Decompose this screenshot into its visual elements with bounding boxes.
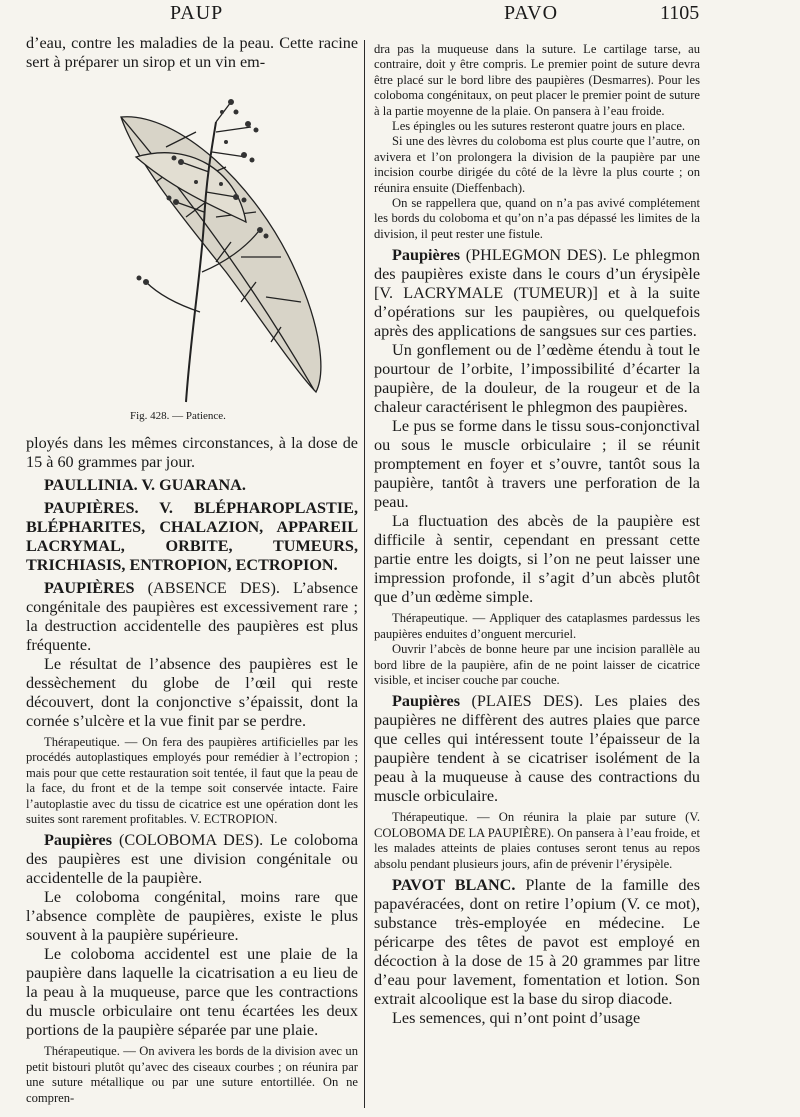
coloboma-headword: Paupières: [44, 831, 113, 850]
entry-coloboma: [26, 831, 358, 888]
phlegmon-stars-2: Le pus se forme dans le tissu sous-conjonctival ou sous le muscle orbiculaire ; il se réunit promptement en foyer et s’ouvre, tantôt sous la paupière, tantôt à travers une perforation de la peau.: [374, 417, 700, 512]
right-column: [374, 42, 700, 1028]
absence-stars-paragraph: Le résultat de l’absence des paupières est le dessèchement du globe de l’œil qui reste découvert, dont la conjonctive s’épaissit, dont la cornée s’ulcère et la vue finit par se perdre.: [26, 655, 358, 730]
coloboma-title: (COLOBOMA DES).: [119, 831, 264, 850]
coloboma-therapeutique: Thérapeutique. — On avivera les bords de la division avec un petit bistouri plutôt qu’avec des ciseaux courbes ; on réunira par une suture métallique ou par une suture entortillée. On ne compren-: [26, 1044, 358, 1105]
phlegmon-ouvrir: Ouvrir l’abcès de bonne heure par une incision parallèle au bord libre de la paupière, afin de ne point laisser de cicatrice visible, et inciser couche par couche.: [374, 642, 700, 687]
phlegmon-therapeutique: Thérapeutique. — Appliquer des cataplasmes pardessus les paupières enduites d’onguent mercuriel.: [374, 611, 700, 641]
entry-plaies: [374, 692, 700, 806]
coloboma-stars-2: Le coloboma accidentel est une plaie de la paupière dans laquelle la cicatrisation a eu lieu de la peau à la muqueuse, parce que les contractions du muscle orbiculaire ont tenu écartées les deux portions de la paupière séparée par une plaie.: [26, 945, 358, 1040]
paupieres-ref-text: PAUPIÈRES. V. BLÉPHAROPLASTIE, BLÉPHARITES, CHALAZION, APPAREIL LACRYMAL, ORBITE, TUMEURS, TRICHIASIS, ENTROPION, ECTROPION.: [26, 499, 358, 574]
coloboma-continued: dra pas la muqueuse dans la suture. Le cartilage tarse, au contraire, doit y être compris. Le premier point de suture devra être placé sur le bord libre des paupières (Desmarres). Pour les coloboma congénitaux, on peut placer le premier point de suture à la partie moyenne de la plaie. On pansera à l’eau froide.: [374, 42, 700, 118]
absence-title: (ABSENCE DES).: [147, 579, 280, 597]
after-figure-paragraph: ployés dans les mêmes circonstances, à la dose de 15 à 60 grammes par jour.: [26, 434, 358, 471]
left-column: [26, 34, 358, 1106]
phlegmon-text: Le phlegmon des paupières existe dans le cours d’un érysipèle [V. LACRYMALE (TUMEUR)] et à la suite d’opérations sur les paupières, ou quelquefois après des applications de sangsues sur ces parties.: [374, 246, 701, 341]
absence-therapeutique: Thérapeutique. — On fera des paupières artificielles par les procédés autoplastiques employés pour remédier à l’ectropion ; mais pour que cette restauration soit tentée, il faut que la peau de la face, du front et de la tempe soit conservée intacte. Faire l’autoplastie avec du tissu de cicatrice est une opération dont les suites sont rarement profitables. V. ECTROPION.: [26, 735, 358, 827]
entry-paullinia: PAULLINIA. V. GUARANA.: [44, 476, 246, 494]
plaies-text: Les plaies des paupières ne diffèrent des autres plaies que parce que celles qui intéressent toute l’épaisseur de la paupière tendent à se cicatriser isolément de la peau à la muqueuse à cause des contractions du muscle orbiculaire.: [374, 692, 700, 806]
phlegmon-title: (PHLEGMON DES).: [465, 246, 607, 265]
pavot-headword: PAVOT BLANC.: [392, 875, 516, 894]
running-head-left: PAUP: [170, 2, 224, 24]
page-header: [0, 0, 800, 30]
coloboma-text: Le coloboma des paupières est une division congénitale ou accidentelle de la paupière.: [26, 831, 359, 888]
page-number: 1105: [660, 2, 700, 24]
entry-absence: [26, 579, 358, 655]
column-divider: [364, 40, 365, 1108]
entry-paupieres-ref: [26, 499, 358, 575]
levres-paragraph: Si une des lèvres du coloboma est plus courte que l’autre, on avivera et l’on prolongera la division de la paupière par une incision courbe dirigée du côté de la lèvre la plus courte ; on réunira ensuite (Dieffenbach).: [374, 134, 700, 195]
entry-phlegmon: [374, 246, 700, 341]
patience-plant-illustration: [26, 72, 358, 412]
running-head-center: PAVO: [504, 2, 559, 24]
figure-patience: [26, 72, 358, 434]
absence-headword: PAUPIÈRES: [44, 579, 135, 597]
pavot-text: Plante de la famille des papavéracées, dont on retire l’opium (V. ce mot), substance très-employée en médecine. Le péricarpe des têtes de pavot est employé en décoction à la dose de 15 à 20 grammes par litre d’eau pour lavement, fomentation et lotion. Son extrait alcoolique est la base du sirop diacode.: [374, 875, 701, 1008]
rappellera-paragraph: On se rappellera que, quand on n’a pas avivé complétement les bords du coloboma et qu’on n’a pas dépassé les limites de la division, il peut rester une fistule.: [374, 196, 700, 241]
plaies-headword: Paupières: [392, 692, 461, 711]
figure-caption: Fig. 428. — Patience.: [130, 410, 226, 422]
plaies-therapeutique: Thérapeutique. — On réunira la plaie par suture (V. COLOBOMA DE LA PAUPIÈRE). On pansera à l’eau froide, et les malades atteints de plaies contuses seront tenus au repos absolu pendant plusieurs jours, afin de prévenir l’érysipèle.: [374, 810, 700, 871]
plaies-title: (PLAIES DES).: [471, 692, 584, 711]
entry-pavot-blanc: [374, 876, 700, 1009]
epingles-paragraph: Les épingles ou les sutures resteront quatre jours en place.: [392, 119, 686, 134]
phlegmon-stars-1: Un gonflement ou de l’œdème étendu à tout le pourtour de l’orbite, l’impossibilité d’écarter la paupière, de la douleur, de la rougeur et de la chaleur caractérisent le phlegmon des paupières.: [374, 341, 700, 417]
phlegmon-headword: Paupières: [392, 246, 461, 265]
coloboma-stars-1: Le coloboma congénital, moins rare que l’absence complète de paupières, existe le plus souvent à la paupière supérieure.: [26, 888, 358, 945]
absence-text: L’absence congénitale des paupières est excessivement rare ; la destruction accidentelle des paupières est plus fréquente.: [26, 579, 359, 654]
intro-paragraph: d’eau, contre les maladies de la peau. Cette racine sert à préparer un sirop et un vin em-: [26, 34, 358, 71]
phlegmon-stars-3: La fluctuation des abcès de la paupière est difficile à sentir, cependant en pressant cette partie entre les doigts, si l’on ne peut laisser une impression profonde, il s’agit d’un abcès plutôt que d’un œdème simple.: [374, 512, 700, 607]
pavot-stars: Les semences, qui n’ont point d’usage: [392, 1008, 641, 1027]
